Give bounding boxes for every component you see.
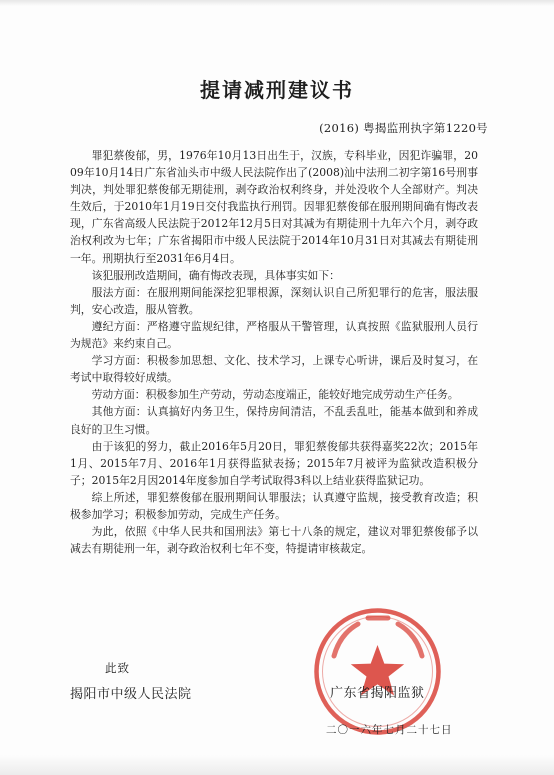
closing-salutation: 此致 <box>105 661 130 675</box>
recipient-court: 揭阳市中级人民法院 <box>70 687 192 702</box>
official-seal-stamp <box>310 604 445 739</box>
body-paragraph-convict-info: 罪犯蔡俊郁，男，1976年10月13日出生于，汉族，专科毕业，因犯诈骗罪，2009年10月14日广东省汕头市中级人民法院作出了(2008)汕中法刑二初字第16号刑事判决，判处罪犯蔡俊郁无期徒刑，剥夺政治权利终身，并处没收个人全部财产。判决生效后，于2010年1月19日交付我监执行刑罚。因罪犯蔡俊郁在服刑期间确有悔改表现，广东省高级人民法院于2012年12月5日对其减为有期徒刑十九年六个月，剥夺政治权利改为七年；广东省揭阳市中级人民法院于2014年10月31日对其减去有期徒刑一年。刑期执行至2031年6月4日。 <box>70 149 478 265</box>
body-paragraph-intro: 该犯服刑改造期间，确有悔改表现，具体事实如下： <box>91 268 340 282</box>
document-body <box>70 147 478 557</box>
body-paragraph-labor: 劳动方面：积极参加生产劳动，劳动态度端正，能较好地完成劳动生产任务。 <box>91 388 459 402</box>
body-paragraph-study: 学习方面：积极参加思想、文化、技术学习，上课专心听讲，课后及时复习，在考试中取得较好成绩。 <box>70 354 478 385</box>
scan-edge-bottom <box>0 755 554 775</box>
body-paragraph-recommendation: 为此，依照《中华人民共和国刑法》第七十八条的规定，建议对罪犯蔡俊郁予以减去有期徒刑一年，剥夺政治权利七年不变，特提请审核裁定。 <box>70 525 478 556</box>
body-paragraph-awards: 由于该犯的努力，截止2016年5月20日，罪犯蔡俊郁共获得嘉奖22次；2015年1月、2015年7月、2016年1月获得监狱表扬；2015年7月被评为监狱改造积极分子；2015年2月因2014年度参加自学考试取得3科以上结业获得监狱记功。 <box>70 439 478 487</box>
scan-edge-top <box>0 0 554 6</box>
document-number: (2016) 粤揭监刑执字第1220号 <box>319 121 488 135</box>
seal-inscription: 广东省揭阳监狱 <box>330 686 425 701</box>
body-paragraph-other: 其他方面：认真搞好内务卫生，保持房间清洁，不乱丢乱吐，能基本做到和养成良好的卫生习惯。 <box>70 405 478 436</box>
document-date: 二〇一六年七月二十七日 <box>326 724 453 736</box>
body-paragraph-obedience: 服法方面：在服刑期间能深挖犯罪根源，深刻认识自己所犯罪行的危害，服法服判，安心改造，服从管教。 <box>70 285 478 316</box>
body-paragraph-discipline: 遵纪方面：严格遵守监规纪律，严格服从干警管理，认真按照《监狱服刑人员行为规范》来约束自己。 <box>70 319 478 351</box>
document-title: 提请减刑建议书 <box>200 78 354 102</box>
body-paragraph-summary: 综上所述，罪犯蔡俊郁在服刑期间认罪服法；认真遵守监规，接受教育改造；积极参加学习；积极参加劳动，完成生产任务。 <box>70 490 478 521</box>
